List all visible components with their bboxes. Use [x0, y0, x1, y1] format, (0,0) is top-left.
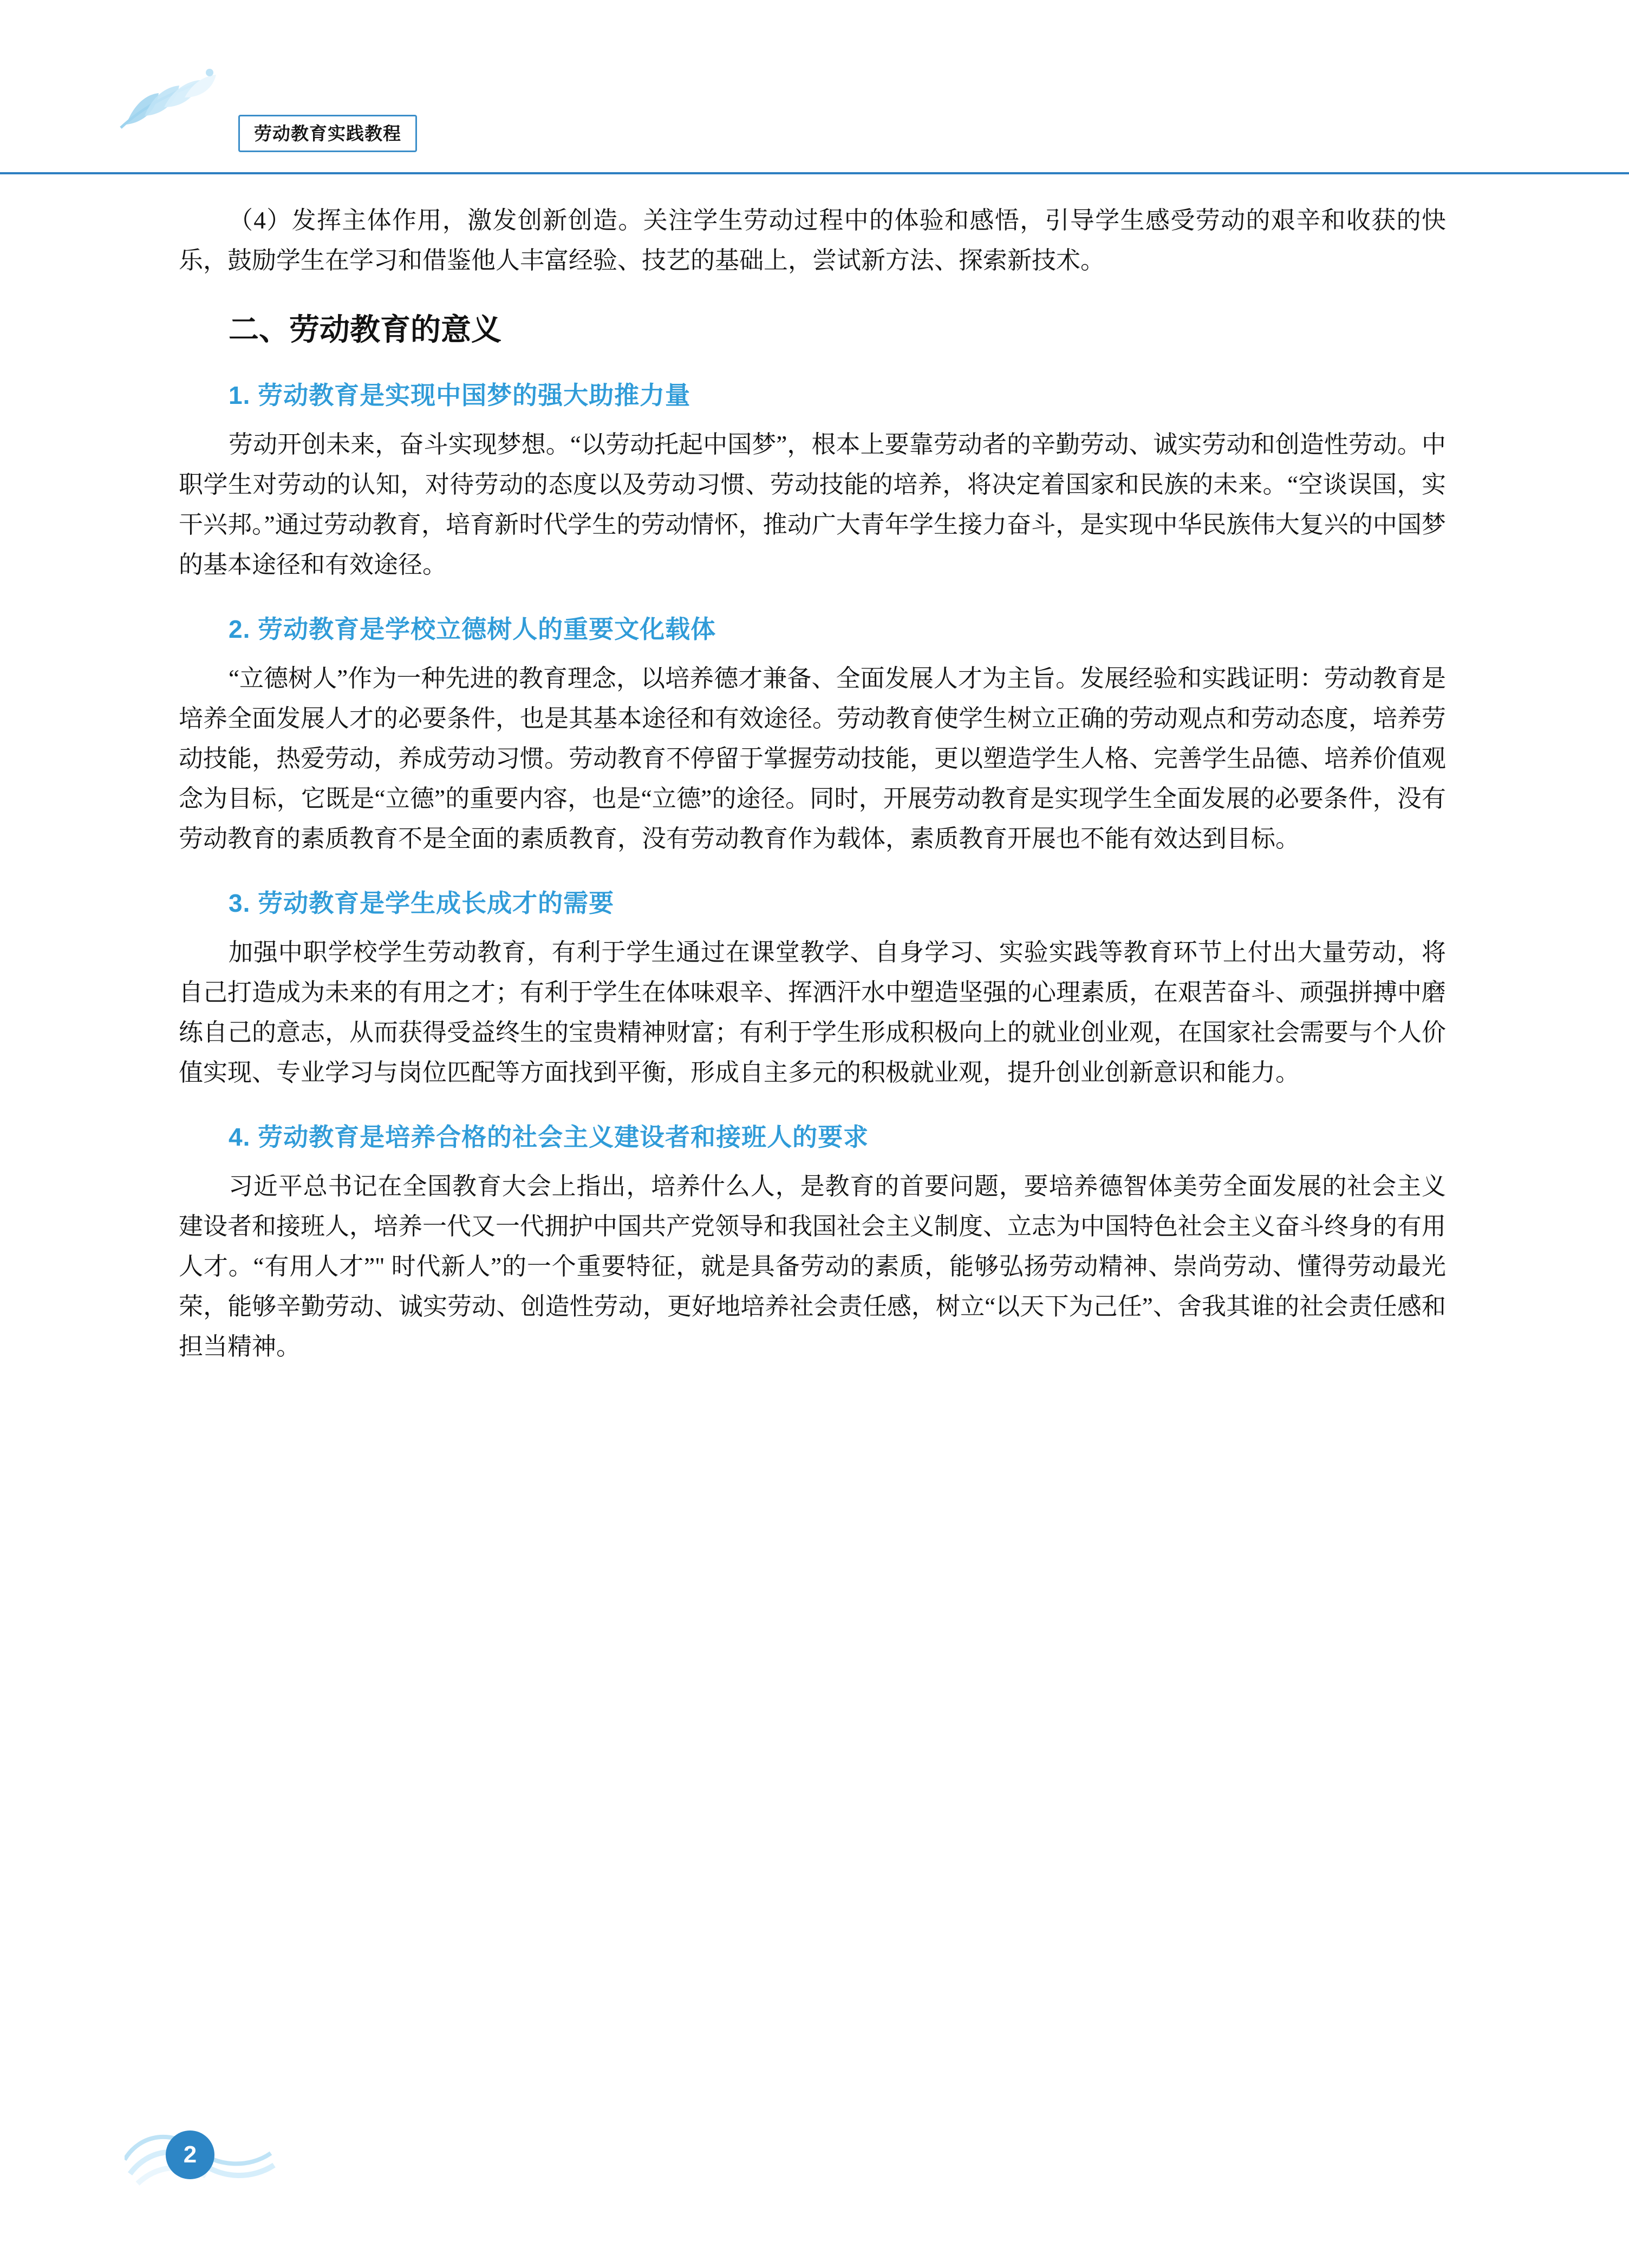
- header-divider: [0, 172, 1629, 174]
- page-content: [179, 200, 1446, 1378]
- page-footer: [125, 2095, 341, 2203]
- subsection-3: [179, 884, 1446, 1093]
- page-number: 2: [166, 2130, 214, 2179]
- subsection-body: 加强中职学校学生劳动教育，有利于学生通过在课堂教学、自身学习、实验实践等教育环节上付出大量劳动，将自己打造成为未来的有用之才；有利于学生在体味艰辛、挥洒汗水中塑造坚强的心理素质，在艰苦奋斗、顽强拼搏中磨练自己的意志，从而获得受益终生的宝贵精神财富；有利于学生形成积极向上的就业创业观，在国家社会需要与个人价值实现、专业学习与岗位匹配等方面找到平衡，形成自主多元的积极就业观，提升创业创新意识和能力。: [179, 939, 1446, 1086]
- subsection-2: [179, 610, 1446, 859]
- subsection-title: 1. 劳动教育是实现中国梦的强大助推力量: [229, 381, 691, 409]
- page-header: [0, 0, 1629, 179]
- leaf-decoration-icon: [116, 60, 230, 135]
- subsection-body: 劳动开创未来，奋斗实现梦想。“以劳动托起中国梦”，根本上要靠劳动者的辛勤劳动、诚实劳动和创造性劳动。中职学生对劳动的认知，对待劳动的态度以及劳动习惯、劳动技能的培养，将决定着国家和民族的未来。“空谈误国，实干兴邦。”通过劳动教育，培育新时代学生的劳动情怀，推动广大青年学生接力奋斗，是实现中华民族伟大复兴的中国梦的基本途径和有效途径。: [179, 431, 1446, 578]
- subsection-1: [179, 376, 1446, 585]
- subsection-title: 3. 劳动教育是学生成长成才的需要: [229, 889, 615, 917]
- subsection-body: 习近平总书记在全国教育大会上指出，培养什么人，是教育的首要问题，要培养德智体美劳全面发展的社会主义建设者和接班人，培养一代又一代拥护中国共产党领导和我国社会主义制度、立志为中国特色社会主义奋斗终身的有用人才。“有用人才”" 时代新人”的一个重要特征，就是具备劳动的素质，能够弘扬劳动精神、崇尚劳动、懂得劳动最光荣，能够辛勤劳动、诚实劳动、创造性劳动，更好地培养社会责任感，树立“以天下为己任”、舍我其谁的社会责任感和担当精神。: [179, 1173, 1446, 1360]
- subsection-title: 4. 劳动教育是培养合格的社会主义建设者和接班人的要求: [229, 1123, 869, 1151]
- book-title: 劳动教育实践教程: [254, 123, 401, 143]
- intro-paragraph: （4）发挥主体作用，激发创新创造。关注学生劳动过程中的体验和感悟，引导学生感受劳动的艰辛和收获的快乐，鼓励学生在学习和借鉴他人丰富经验、技艺的基础上，尝试新方法、探索新技术。: [179, 207, 1446, 274]
- subsection-body: “立德树人”作为一种先进的教育理念，以培养德才兼备、全面发展人才为主旨。发展经验和实践证明：劳动教育是培养全面发展人才的必要条件，也是其基本途径和有效途径。劳动教育使学生树立正确的劳动观点和劳动态度，培养劳动技能，热爱劳动，养成劳动习惯。劳动教育不停留于掌握劳动技能，更以塑造学生人格、完善学生品德、培养价值观念为目标，它既是“立德”的重要内容，也是“立德”的途径。同时，开展劳动教育是实现学生全面发展的必要条件，没有劳动教育的素质教育不是全面的素质教育，没有劳动教育作为载体，素质教育开展也不能有效达到目标。: [179, 665, 1446, 852]
- subsection-title: 2. 劳动教育是学校立德树人的重要文化载体: [229, 615, 716, 643]
- section-title: 二、劳动教育的意义: [229, 312, 501, 347]
- subsection-4: [179, 1117, 1446, 1367]
- book-title-box: [238, 115, 417, 152]
